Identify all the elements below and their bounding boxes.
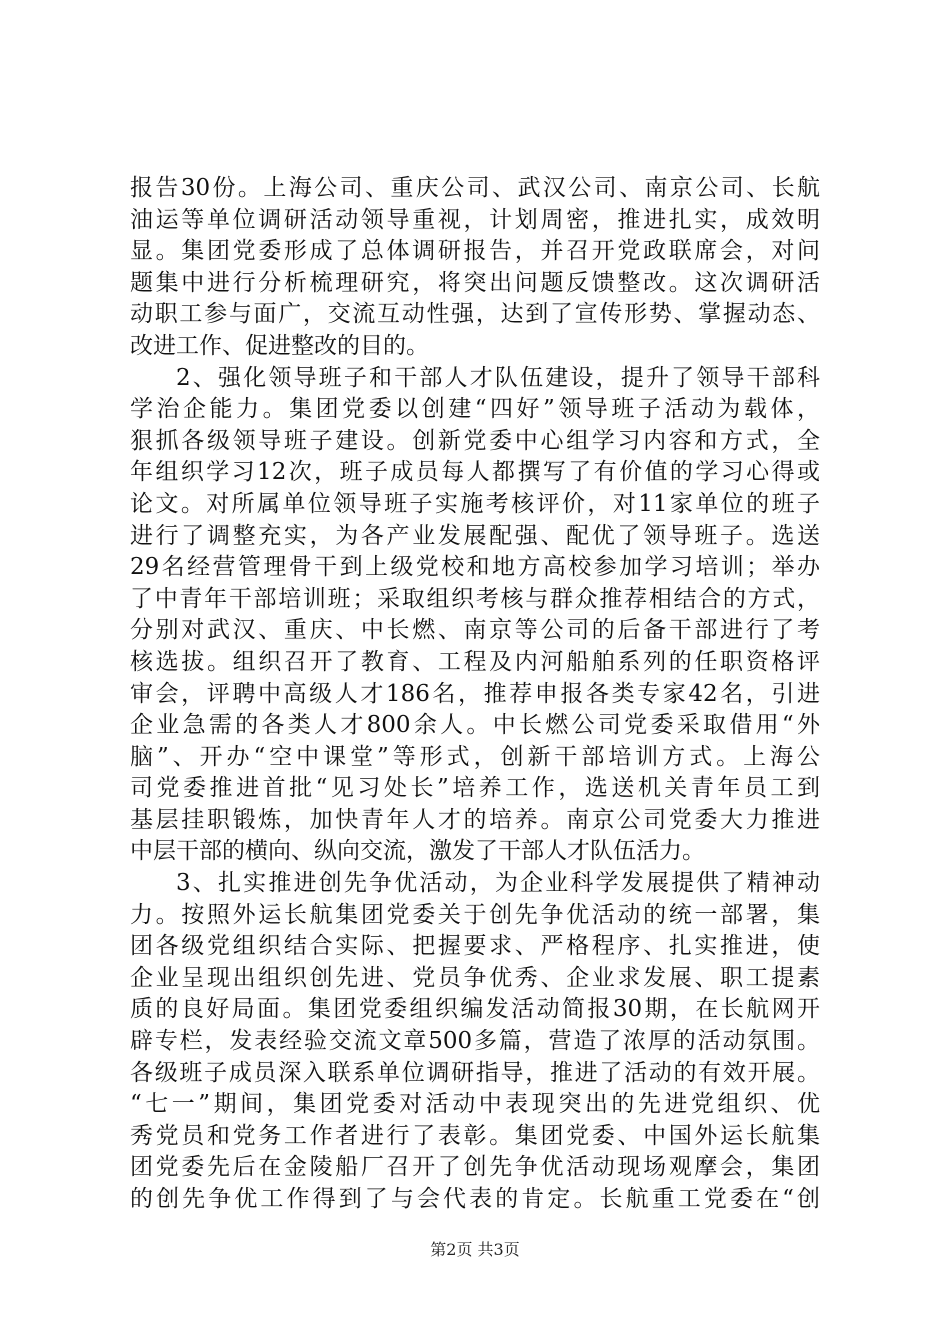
text-line: 审会，评聘中高级人才186名，推荐申报各类专家42名，引进 bbox=[130, 680, 820, 707]
paragraph-start-line: 2、强化领导班子和干部人才队伍建设，提升了领导干部科 bbox=[176, 364, 820, 391]
page-footer bbox=[0, 1240, 950, 1260]
text-line: 辟专栏，发表经验交流文章500多篇，营造了浓厚的活动氛围。 bbox=[130, 1028, 820, 1055]
text-line: 年组织学习12次，班子成员每人都撰写了有价值的学习心得或 bbox=[130, 459, 820, 486]
text-line: 进行了调整充实，为各产业发展配强、配优了领导班子。选送 bbox=[130, 522, 820, 549]
text-line: 团党委先后在金陵船厂召开了创先争优活动现场观摩会，集团 bbox=[130, 1154, 820, 1181]
text-line: 各级班子成员深入联系单位调研指导，推进了活动的有效开展。 bbox=[130, 1059, 820, 1086]
text-line: 论文。对所属单位领导班子实施考核评价，对11家单位的班子 bbox=[130, 490, 820, 517]
page-number-label: 第2页 共3页 bbox=[430, 1240, 520, 1259]
text-line: “七一”期间，集团党委对活动中表现突出的先进党组织、优 bbox=[130, 1091, 820, 1118]
text-line: 中层干部的横向、纵向交流，激发了干部人才队伍活力。 bbox=[130, 838, 705, 865]
body-text bbox=[130, 173, 820, 1216]
text-line: 了中青年干部培训班；采取组织考核与群众推荐相结合的方式， bbox=[130, 585, 820, 612]
text-line: 司党委推进首批“见习处长”培养工作，选送机关青年员工到 bbox=[130, 775, 820, 802]
text-line: 核选拔。组织召开了教育、工程及内河船舶系列的任职资格评 bbox=[130, 648, 820, 675]
text-line: 显。集团党委形成了总体调研报告，并召开党政联席会，对问 bbox=[130, 238, 820, 265]
text-line: 秀党员和党务工作者进行了表彰。集团党委、中国外运长航集 bbox=[130, 1122, 820, 1149]
text-line: 29名经营管理骨干到上级党校和地方高校参加学习培训；举办 bbox=[130, 554, 820, 581]
text-line: 分别对武汉、重庆、中长燃、南京等公司的后备干部进行了考 bbox=[130, 617, 820, 644]
text-line: 油运等单位调研活动领导重视，计划周密，推进扎实，成效明 bbox=[130, 206, 820, 233]
paragraph-start-line: 3、扎实推进创先争优活动，为企业科学发展提供了精神动 bbox=[176, 870, 820, 897]
text-line: 改进工作、促进整改的目的。 bbox=[130, 332, 429, 359]
text-line: 脑”、开办“空中课堂”等形式，创新干部培训方式。上海公 bbox=[130, 743, 820, 770]
text-line: 狠抓各级领导班子建设。创新党委中心组学习内容和方式，全 bbox=[130, 427, 820, 454]
text-line: 的创先争优工作得到了与会代表的肯定。长航重工党委在“创 bbox=[130, 1186, 820, 1212]
text-line: 报告30份。上海公司、重庆公司、武汉公司、南京公司、长航 bbox=[130, 175, 820, 201]
text-line: 力。按照外运长航集团党委关于创先争优活动的统一部署，集 bbox=[130, 901, 820, 928]
text-line: 企业呈现出组织创先进、党员争优秀、企业求发展、职工提素 bbox=[130, 964, 820, 991]
text-line: 团各级党组织结合实际、把握要求、严格程序、扎实推进，使 bbox=[130, 933, 820, 960]
text-line: 质的良好局面。集团党委组织编发活动简报30期，在长航网开 bbox=[130, 996, 820, 1023]
text-line: 动职工参与面广，交流互动性强，达到了宣传形势、掌握动态、 bbox=[130, 301, 820, 328]
text-line: 题集中进行分析梳理研究，将突出问题反馈整改。这次调研活 bbox=[130, 269, 820, 296]
text-line: 学治企能力。集团党委以创建“四好”领导班子活动为载体， bbox=[130, 396, 820, 423]
text-line: 企业急需的各类人才800余人。中长燃公司党委采取借用“外 bbox=[130, 712, 820, 739]
text-line: 基层挂职锻炼，加快青年人才的培养。南京公司党委大力推进 bbox=[130, 806, 820, 833]
